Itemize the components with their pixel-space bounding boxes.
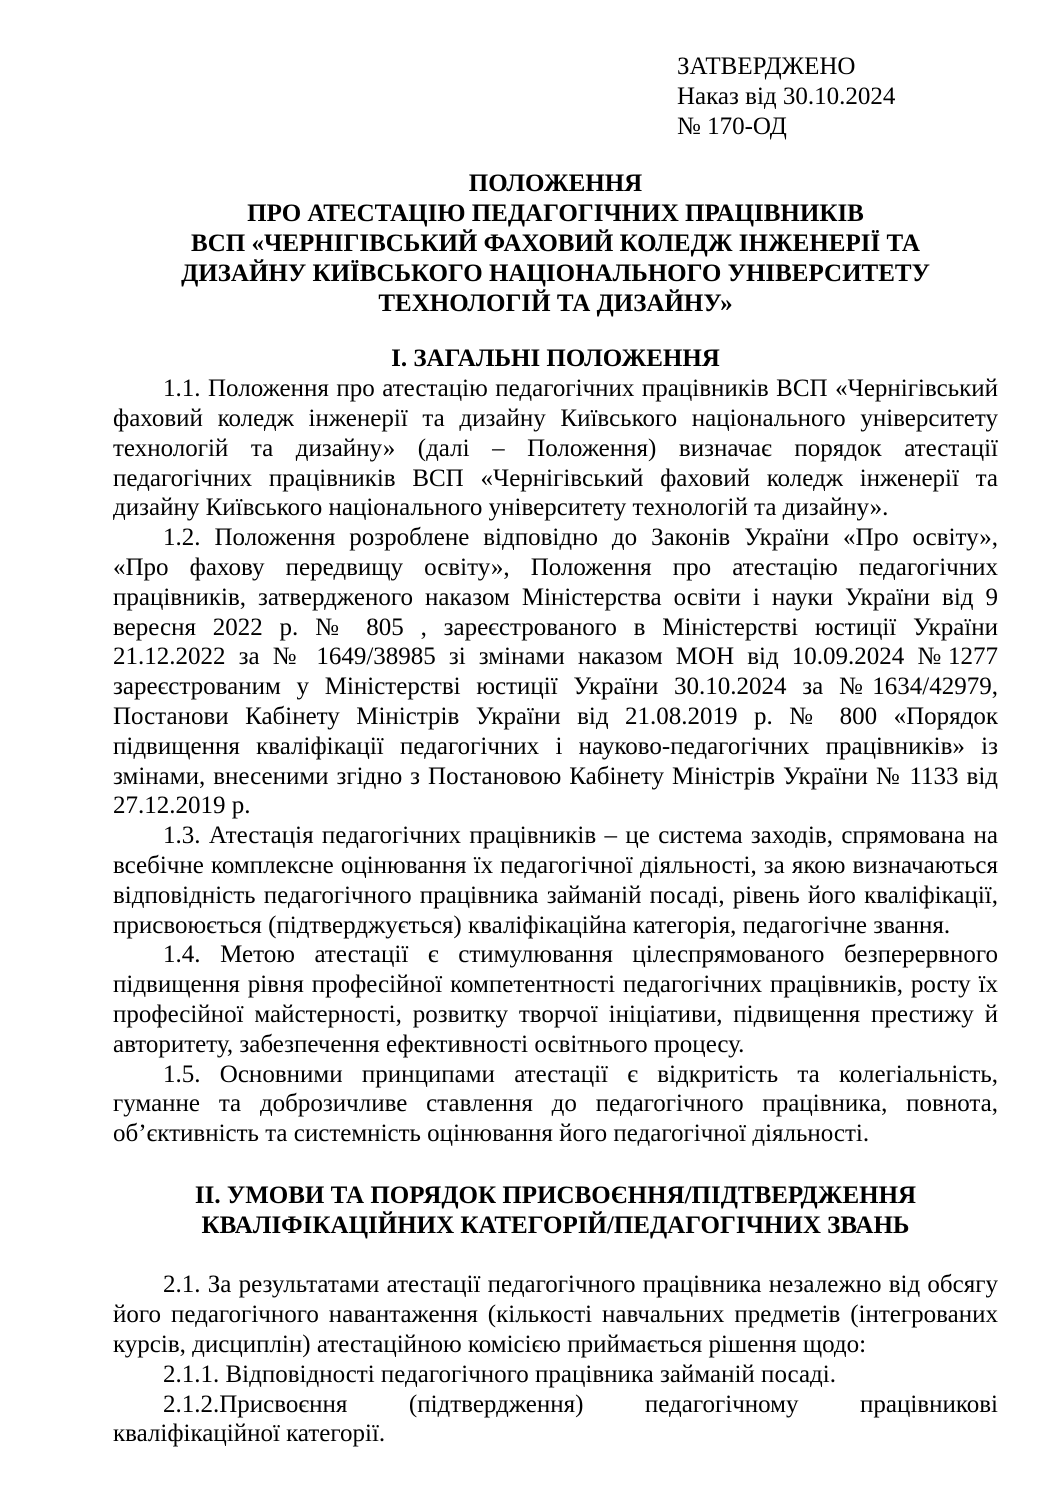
paragraph-1-2: 1.2. Положення розроблене відповідно до Законів України «Про освіту», «Про фахову передвищу освіту», Положення про атестацію педагогічних працівників, затвердженого наказом Міністерства освіти і науки України від 9 вересня 2022 р. № 805 , зареєстрованого в Міністерстві юстиції України 21.12.2022 за № 1649/38985 зі змінами наказом МОН від 10.09.2024 №1277 зареєстрованим у Міністерстві юстиції України 30.10.2024 за №1634/42979, Постанови Кабінету Міністрів України від 21.08.2019 р. № 800 «Порядок підвищення кваліфікації педагогічних і науково-педагогічних працівників» із змінами, внесеними згідно з Постановою Кабінету Міністрів України № 1133 від 27.12.2019 р. (113, 524, 998, 820)
approval-order-line: Наказ від 30.10.2024 (677, 82, 896, 110)
approval-block (677, 52, 998, 141)
title-line-5: ТЕХНОЛОГІЙ ТА ДИЗАЙНУ» (378, 289, 733, 317)
paragraph-2-1: 2.1. За результатами атестації педагогічного працівника незалежно від обсягу його педагогічного навантаження (кількості навчальних предметів (інтегрованих курсів, дисциплін) атестаційною комісією приймається рішення щодо: (113, 1271, 998, 1359)
paragraph-1-5: 1.5. Основними принципами атестації є відкритість та колегіальність, гуманне та доброзичливе ставлення до педагогічного працівника, повнота, об’єктивність та системність оцінювання його педагогічної діяльності. (113, 1060, 998, 1148)
title-line-2: ПРО АТЕСТАЦІЮ ПЕДАГОГІЧНИХ ПРАЦІВНИКІВ (247, 200, 864, 228)
paragraph-1-4: 1.4. Метою атестації є стимулювання цілеспрямованого безперервного підвищення рівня професійної компетентності педагогічних працівників, росту їх професійної майстерності, розвитку творчої ініціативи, підвищення престижу й авторитету, забезпечення ефективності освітнього процесу. (113, 941, 998, 1058)
section-2-heading-line-2: КВАЛІФІКАЦІЙНИХ КАТЕГОРІЙ/ПЕДАГОГІЧНИХ ЗВАНЬ (201, 1211, 910, 1239)
title-line-4: ДИЗАЙНУ КИЇВСЬКОГО НАЦІОНАЛЬНОГО УНІВЕРСИТЕТУ (181, 259, 930, 287)
paragraph-2-1-2-line-1 (113, 1390, 998, 1420)
section-2-heading (113, 1181, 998, 1241)
approval-stamp-label: ЗАТВЕРДЖЕНО (677, 53, 856, 80)
section-1-heading: І. ЗАГАЛЬНІ ПОЛОЖЕННЯ (391, 345, 720, 373)
paragraph-2-1-2 (113, 1390, 998, 1450)
section-2-heading-line-1: ІІ. УМОВИ ТА ПОРЯДОК ПРИСВОЄННЯ/ПІДТВЕРДЖЕННЯ (194, 1181, 917, 1209)
paragraph-1-3: 1.3. Атестація педагогічних працівників – це система заходів, спрямована на всебічне комплексне оцінювання їх педагогічної діяльності, за якою визначаються відповідність педагогічного працівника займаній посаді, рівень його кваліфікації, присвоюється (підтверджується) кваліфікаційна категорія, педагогічне звання. (113, 822, 998, 939)
paragraph-2-1-2-line-2: кваліфікаційної категорії. (113, 1420, 386, 1448)
title-line-3: ВСП «ЧЕРНІГІВСЬКИЙ ФАХОВИЙ КОЛЕДЖ ІНЖЕНЕРІЇ ТА (191, 229, 920, 257)
paragraph-2-1-2-word-1: 2.1.2.Присвоєння (163, 1390, 348, 1418)
paragraph-2-1-1: 2.1.1. Відповідності педагогічного працівника займаній посаді. (163, 1360, 836, 1388)
paragraph-2-1-2-word-3: педагогічному (644, 1390, 799, 1418)
paragraph-2-1-2-word-4: працівникові (859, 1390, 998, 1418)
title-line-1: ПОЛОЖЕННЯ (468, 170, 643, 198)
approval-order-number: № 170-ОД (677, 112, 787, 140)
paragraph-1-1: 1.1. Положення про атестацію педагогічних працівників ВСП «Чернігівський фаховий коледж інженерії та дизайну Київського національного університету технологій та дизайну» (далі – Положення) визначає порядок атестації педагогічних працівників ВСП «Чернігівський фаховий коледж інженерії та дизайну Київського національного університету технологій та дизайну». (113, 375, 998, 522)
paragraph-2-1-2-word-2: (підтвердження) (408, 1390, 584, 1418)
document-title (113, 169, 998, 318)
